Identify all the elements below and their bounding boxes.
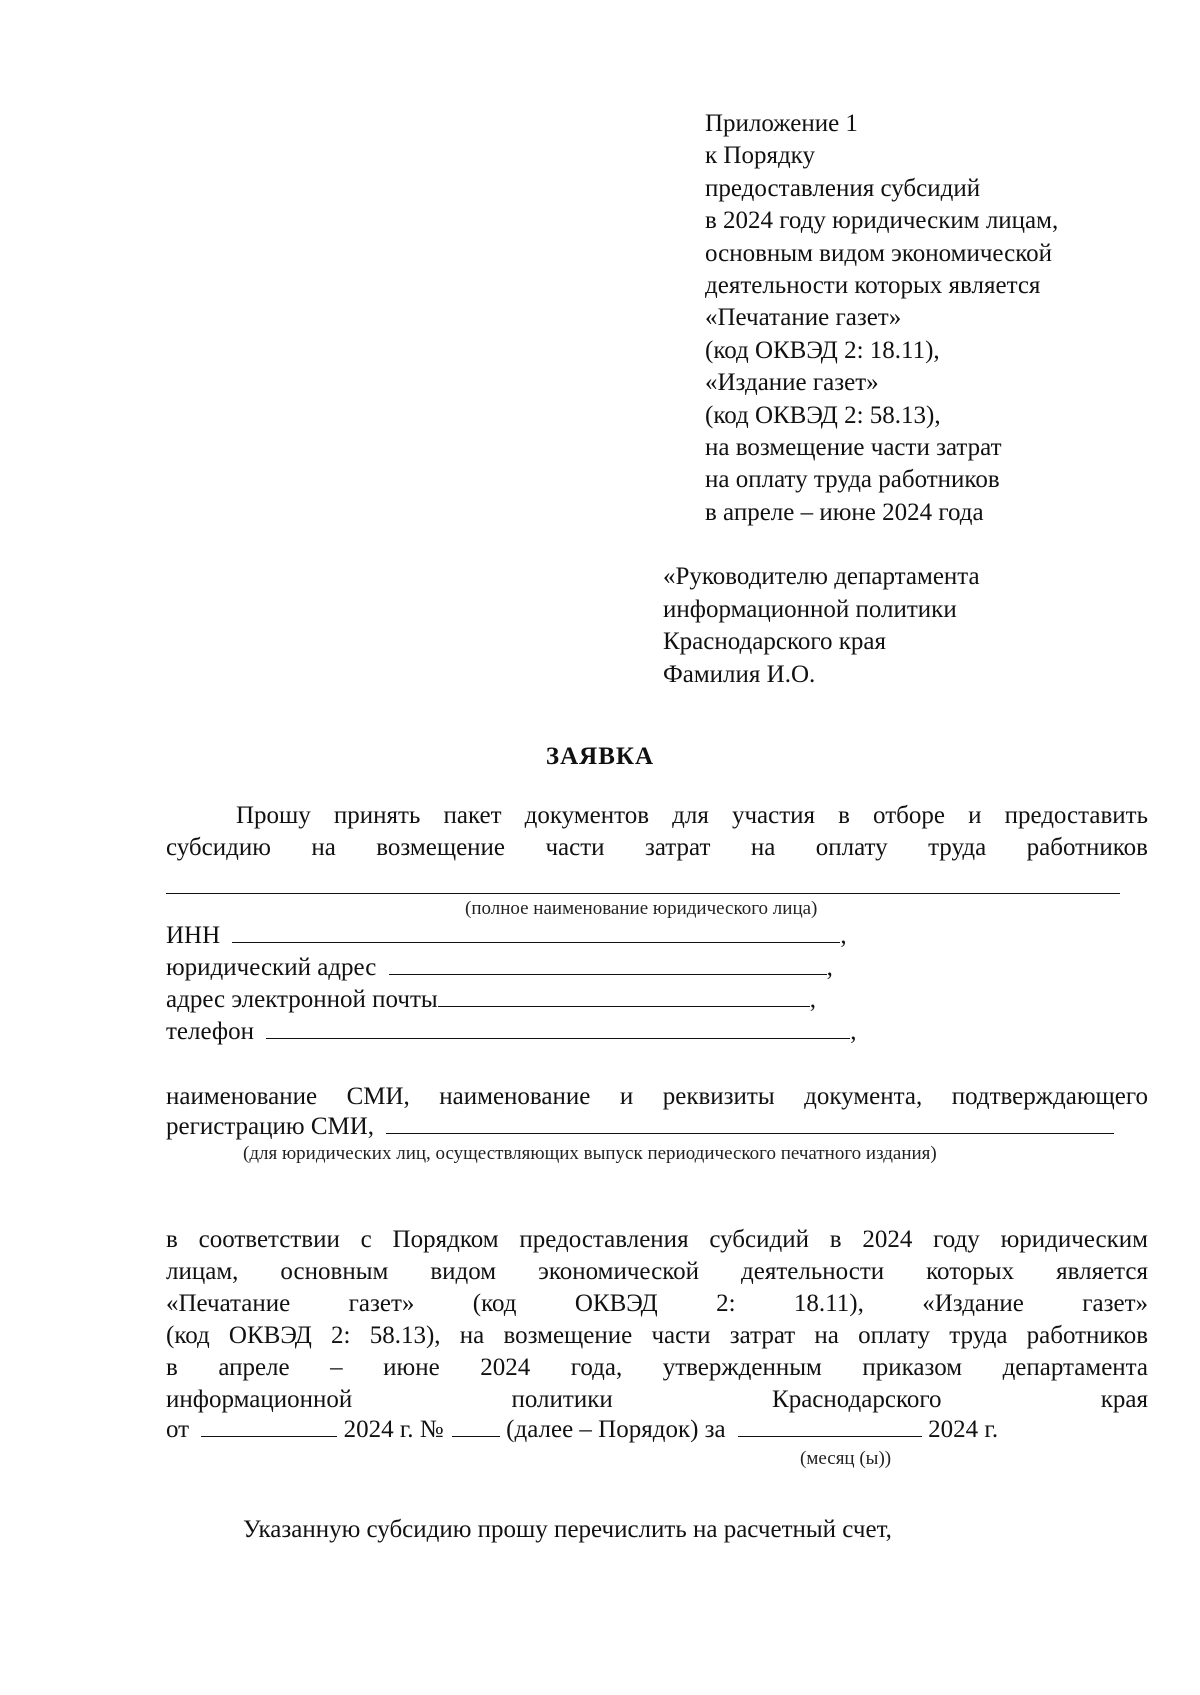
request-text-1: Прошу принять пакет документов для участия в отборе и предоставить — [236, 802, 1148, 829]
year-number-label: 2024 г. № — [343, 1416, 444, 1443]
addressee-line: «Руководителю департамента — [663, 563, 980, 590]
phone-comma: , — [850, 1018, 857, 1045]
document-title: ЗАЯВКА — [545, 743, 655, 770]
accordance-line-3: «Печатание газет» (код ОКВЭД 2: 18.11), «Издание газет» — [166, 1290, 1148, 1317]
addressee-line: информационной политики — [663, 595, 957, 623]
inn-row — [166, 922, 847, 950]
accordance-line-1: в соответствии с Порядком предоставления субсидий в 2024 году юридическим — [166, 1226, 1148, 1253]
inn-comma: , — [840, 922, 847, 949]
media-line-2 — [166, 1113, 1114, 1141]
further-label: (далее – Порядок) за — [506, 1416, 726, 1443]
addressee-block — [663, 561, 980, 691]
appendix-line: деятельности которых является — [705, 272, 1041, 300]
email-field[interactable] — [438, 1005, 810, 1007]
accordance-line-4: (код ОКВЭД 2: 58.13), на возмещение части затрат на оплату труда работников — [166, 1322, 1148, 1349]
transfer-text: Указанную субсидию прошу перечислить на расчетный счет, — [243, 1516, 892, 1543]
appendix-line: Приложение 1 — [705, 110, 858, 137]
media-field[interactable] — [386, 1132, 1114, 1134]
request-line-1 — [236, 800, 1148, 832]
appendix-line: в апреле – июне 2024 года — [705, 498, 984, 526]
from-label: от — [166, 1416, 190, 1443]
phone-row — [166, 1018, 856, 1046]
request-line-2: субсидию на возмещение части затрат на оплату труда работников — [166, 834, 1148, 861]
appendix-line: «Печатание газет» — [705, 304, 902, 332]
order-date-row — [166, 1416, 998, 1444]
appendix-line: предоставления субсидий — [705, 174, 981, 202]
appendix-line: (код ОКВЭД 2: 18.11), — [705, 336, 940, 364]
appendix-line: на возмещение части затрат — [705, 434, 1002, 462]
email-comma: , — [809, 986, 816, 1013]
appendix-line: «Издание газет» — [705, 369, 879, 397]
inn-field[interactable] — [232, 941, 840, 943]
appendix-header — [705, 108, 1058, 529]
email-row — [166, 986, 816, 1014]
media-label: регистрацию СМИ, — [166, 1113, 375, 1140]
appendix-line: к Порядку — [705, 142, 815, 170]
media-caption: (для юридических лиц, осуществляющих выпуск периодического печатного издания) — [243, 1143, 937, 1164]
appendix-line: (код ОКВЭД 2: 58.13), — [705, 401, 941, 429]
address-comma: , — [826, 954, 833, 981]
phone-field[interactable] — [266, 1037, 850, 1039]
accordance-line-2: лицам, основным видом экономической деятельности которых является — [166, 1258, 1148, 1285]
appendix-line: основным видом экономической — [705, 239, 1052, 267]
org-name-field[interactable] — [166, 893, 1120, 894]
accordance-line-5: в апреле – июне 2024 года, утвержденным приказом департамента — [166, 1354, 1148, 1381]
addressee-line: Краснодарского края — [663, 628, 886, 655]
address-row — [166, 954, 833, 982]
year-end-label: 2024 г. — [928, 1416, 999, 1443]
month-caption: (месяц (ы)) — [800, 1448, 892, 1469]
addressee-line: Фамилия И.О. — [663, 660, 816, 688]
inn-label: ИНН — [166, 922, 221, 949]
order-date-field[interactable] — [201, 1435, 337, 1437]
appendix-line: в 2024 году юридическим лицам, — [705, 207, 1059, 235]
order-number-field[interactable] — [452, 1435, 500, 1437]
address-field[interactable] — [389, 973, 827, 975]
phone-label: телефон — [166, 1018, 254, 1045]
month-field[interactable] — [738, 1435, 922, 1437]
accordance-line-6: информационной политики Краснодарского края — [166, 1386, 1148, 1413]
email-label: адрес электронной почты — [166, 986, 438, 1013]
media-line-1: наименование СМИ, наименование и реквизиты документа, подтверждающего — [166, 1083, 1148, 1110]
address-label: юридический адрес — [166, 954, 377, 981]
org-name-caption: (полное наименование юридического лица) — [465, 898, 818, 919]
appendix-line: на оплату труда работников — [705, 466, 1000, 494]
